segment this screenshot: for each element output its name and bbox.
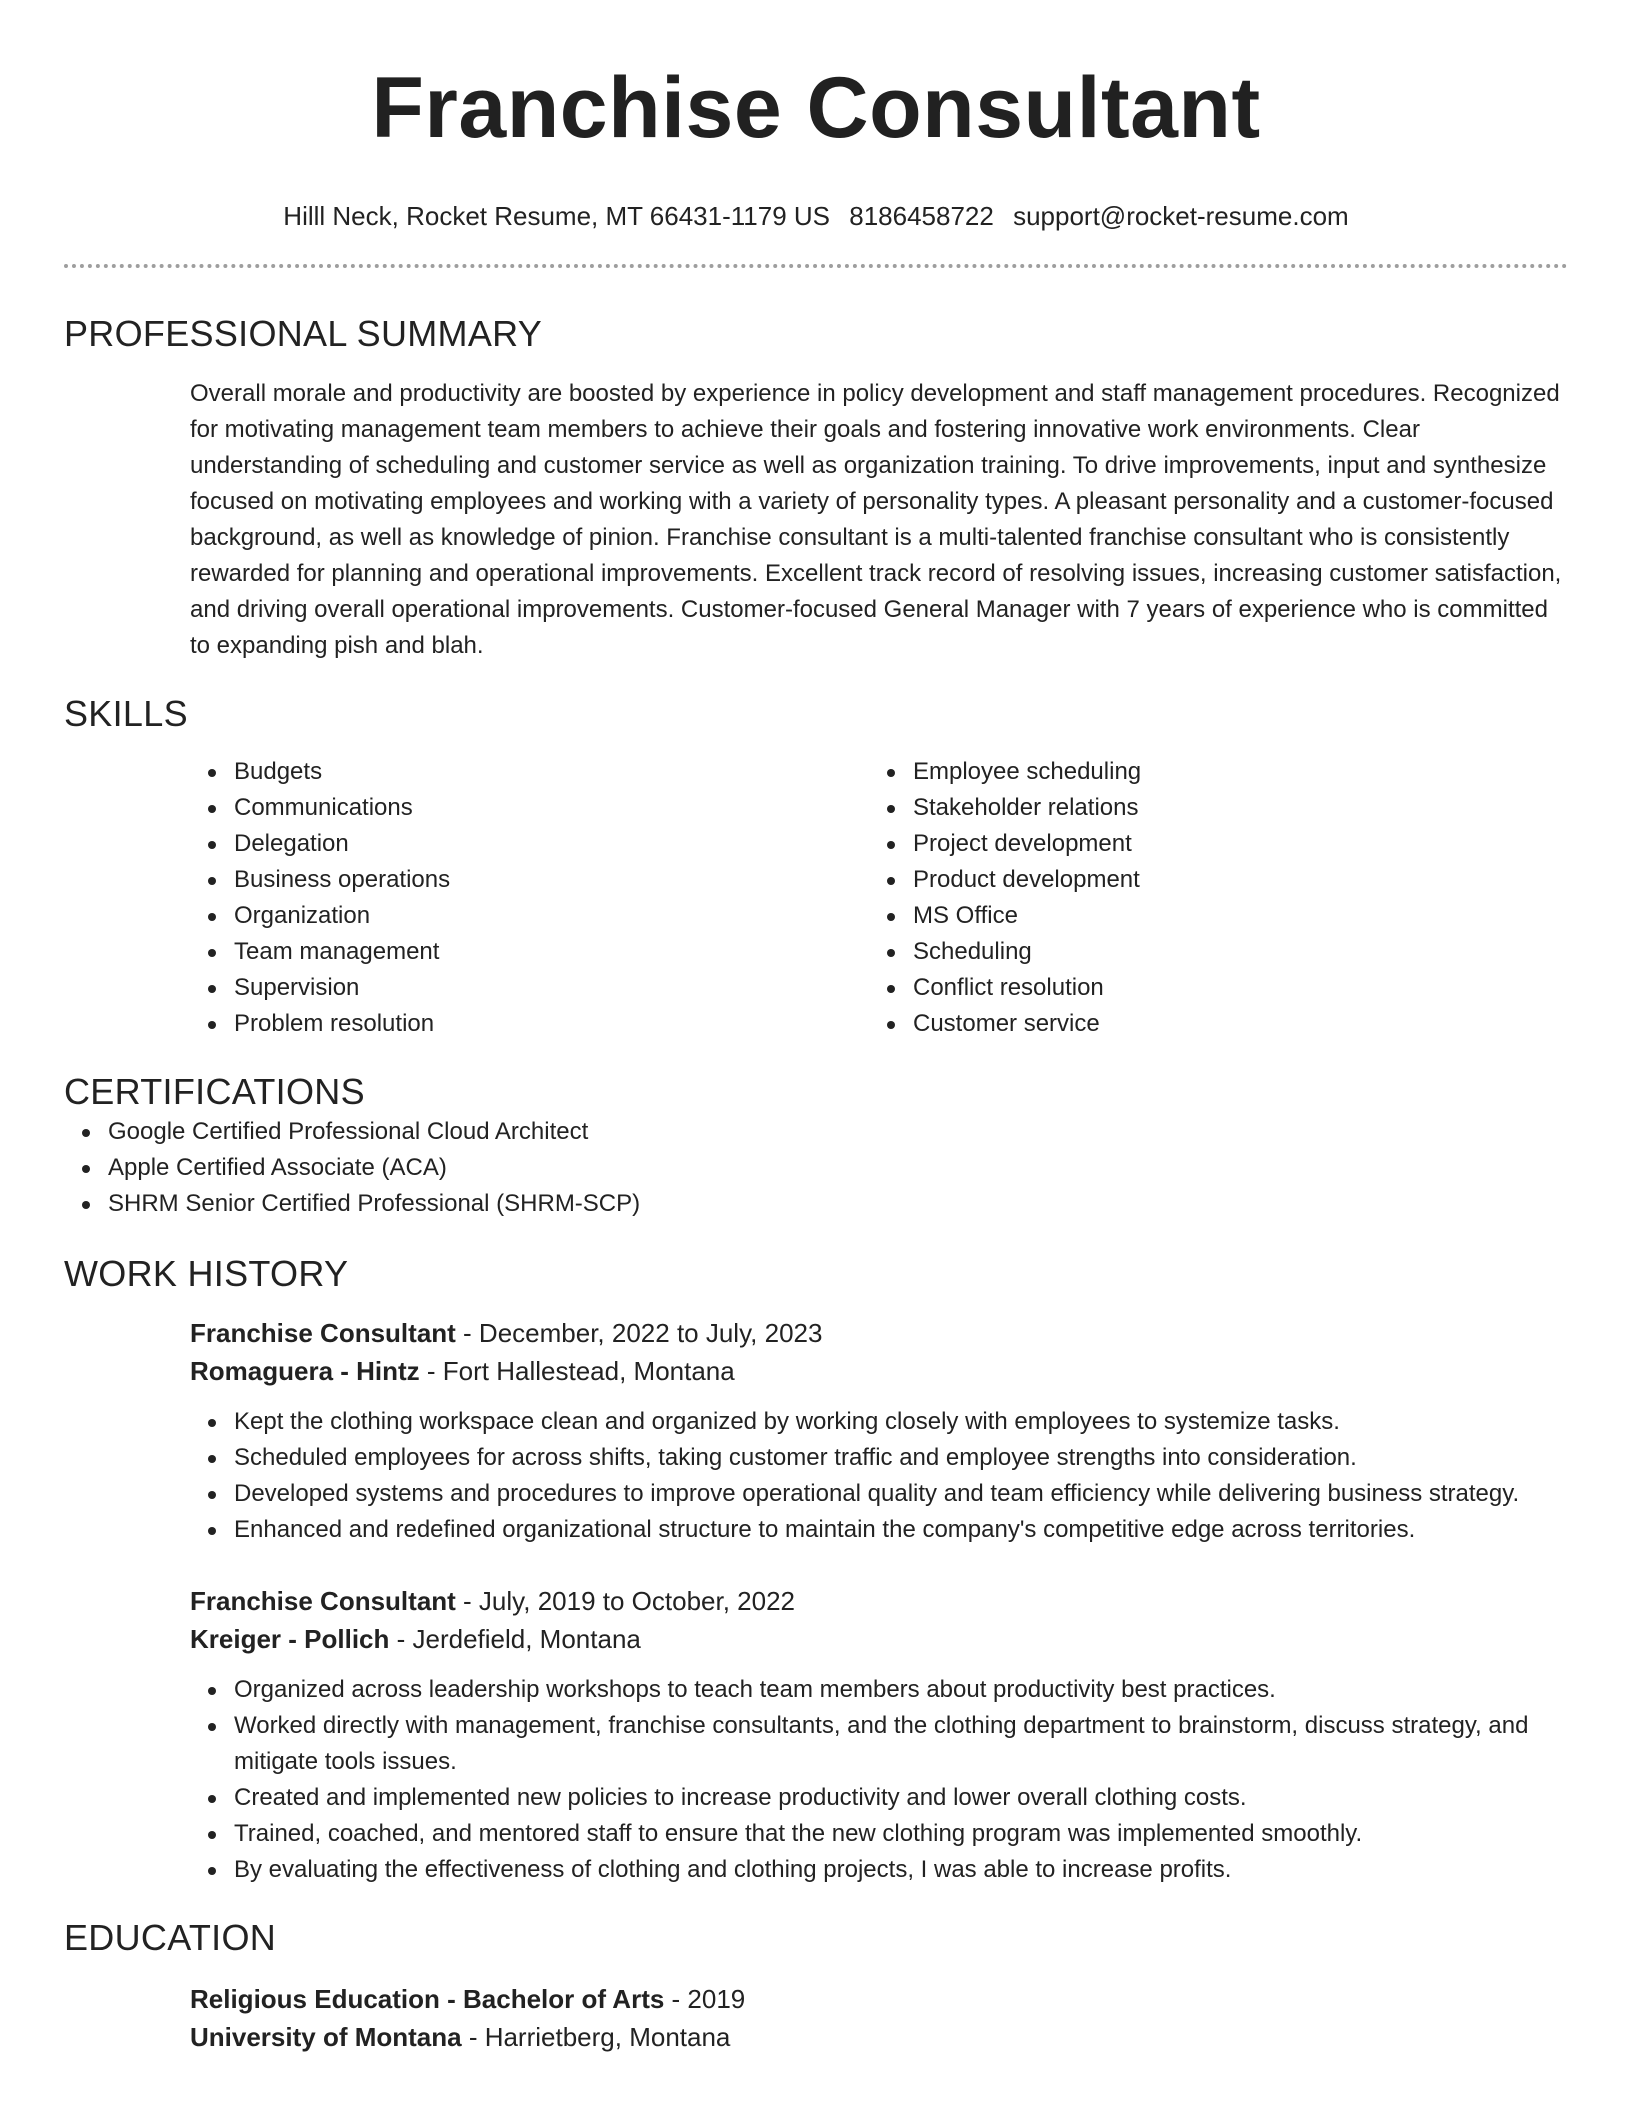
skill-item: MS Office bbox=[913, 898, 1548, 934]
skill-item: Budgets bbox=[234, 754, 869, 790]
skill-item: Product development bbox=[913, 862, 1548, 898]
school-line bbox=[190, 2018, 1568, 2056]
job-location: - Fort Hallestead, Montana bbox=[419, 1356, 735, 1386]
school-name: University of Montana bbox=[190, 2022, 462, 2052]
certifications-heading: CERTIFICATIONS bbox=[64, 1071, 365, 1112]
skill-item: Scheduling bbox=[913, 934, 1548, 970]
job-bullet: Trained, coached, and mentored staff to ensure that the new clothing program was implemented smoothly. bbox=[234, 1816, 1568, 1852]
certification-item: SHRM Senior Certified Professional (SHRM-SCP) bbox=[108, 1186, 1568, 1222]
skill-item: Delegation bbox=[234, 826, 869, 862]
skill-item: Organization bbox=[234, 898, 869, 934]
skill-item: Business operations bbox=[234, 862, 869, 898]
skill-item: Project development bbox=[913, 826, 1548, 862]
skill-item: Team management bbox=[234, 934, 869, 970]
job-bullets bbox=[190, 1672, 1568, 1888]
job-company-line bbox=[190, 1620, 1568, 1658]
contact-address: Hilll Neck, Rocket Resume, MT 66431-1179 US bbox=[283, 201, 830, 231]
job-entry bbox=[190, 1314, 1568, 1548]
job-bullet: Kept the clothing workspace clean and organized by working closely with employees to systemize tasks. bbox=[234, 1404, 1568, 1440]
job-bullet: Developed systems and procedures to improve operational quality and team efficiency while delivering business strategy. bbox=[234, 1476, 1568, 1512]
header-divider bbox=[64, 264, 1568, 268]
school-location: - Harrietberg, Montana bbox=[461, 2022, 731, 2052]
skills-left-list bbox=[190, 754, 869, 1042]
work-history-heading: WORK HISTORY bbox=[64, 1253, 349, 1294]
job-title-line bbox=[190, 1314, 1568, 1352]
certifications-list bbox=[64, 1114, 1568, 1222]
skill-item: Problem resolution bbox=[234, 1006, 869, 1042]
skill-item: Communications bbox=[234, 790, 869, 826]
summary-text: Overall morale and productivity are boosted by experience in policy development and staff management procedures. Recognized for motivating management team members to achieve their goals and fostering innovative work environments. Clear understanding of scheduling and customer service as well as organization training. To drive improvements, input and synthesize focused on motivating employees and working with a variety of personality types. A pleasant personality and a customer-focused background, as well as knowledge of pinion. Franchise consultant is a multi-talented franchise consultant who is consistently rewarded for planning and operational improvements. Excellent track record of resolving issues, increasing customer satisfaction, and driving overall operational improvements. Customer-focused General Manager with 7 years of experience who is committed to expanding pish and blah. bbox=[190, 380, 1562, 659]
degree-year: - 2019 bbox=[664, 1984, 746, 2014]
job-bullet: Organized across leadership workshops to teach team members about productivity best practices. bbox=[234, 1672, 1568, 1708]
contact-phone: 8186458722 bbox=[849, 201, 994, 231]
job-role: Franchise Consultant bbox=[190, 1318, 456, 1348]
job-location: - Jerdefield, Montana bbox=[389, 1624, 641, 1654]
summary-heading: PROFESSIONAL SUMMARY bbox=[64, 313, 543, 354]
job-bullet: By evaluating the effectiveness of clothing and clothing projects, I was able to increase profits. bbox=[234, 1852, 1568, 1888]
skills-right-list bbox=[869, 754, 1548, 1042]
degree-name: Religious Education - Bachelor of Arts bbox=[190, 1984, 665, 2014]
contact-line bbox=[64, 200, 1568, 232]
job-company: Romaguera - Hintz bbox=[190, 1356, 420, 1386]
job-bullet: Created and implemented new policies to increase productivity and lower overall clothing costs. bbox=[234, 1780, 1568, 1816]
candidate-name: Franchise Consultant bbox=[371, 60, 1261, 156]
education-entry bbox=[190, 1980, 1568, 2056]
degree-line bbox=[190, 1980, 1568, 2018]
contact-email: support@rocket-resume.com bbox=[1013, 201, 1349, 231]
job-company-line bbox=[190, 1352, 1568, 1390]
skill-item: Customer service bbox=[913, 1006, 1548, 1042]
job-entry bbox=[190, 1582, 1568, 1888]
skill-item: Stakeholder relations bbox=[913, 790, 1548, 826]
job-dates: - July, 2019 to October, 2022 bbox=[455, 1586, 795, 1616]
education-heading: EDUCATION bbox=[64, 1917, 277, 1958]
job-bullets bbox=[190, 1404, 1568, 1548]
certification-item: Apple Certified Associate (ACA) bbox=[108, 1150, 1568, 1186]
skills-heading: SKILLS bbox=[64, 693, 188, 734]
skill-item: Conflict resolution bbox=[913, 970, 1548, 1006]
job-bullet: Enhanced and redefined organizational structure to maintain the company's competitive edge across territories. bbox=[234, 1512, 1568, 1548]
job-dates: - December, 2022 to July, 2023 bbox=[455, 1318, 823, 1348]
job-bullet: Scheduled employees for across shifts, taking customer traffic and employee strengths into consideration. bbox=[234, 1440, 1568, 1476]
job-company: Kreiger - Pollich bbox=[190, 1624, 390, 1654]
skill-item: Supervision bbox=[234, 970, 869, 1006]
job-title-line bbox=[190, 1582, 1568, 1620]
certification-item: Google Certified Professional Cloud Architect bbox=[108, 1114, 1568, 1150]
skills-columns bbox=[190, 754, 1568, 1042]
skill-item: Employee scheduling bbox=[913, 754, 1548, 790]
job-role: Franchise Consultant bbox=[190, 1586, 456, 1616]
job-bullet: Worked directly with management, franchise consultants, and the clothing department to brainstorm, discuss strategy, and mitigate tools issues. bbox=[234, 1708, 1568, 1780]
